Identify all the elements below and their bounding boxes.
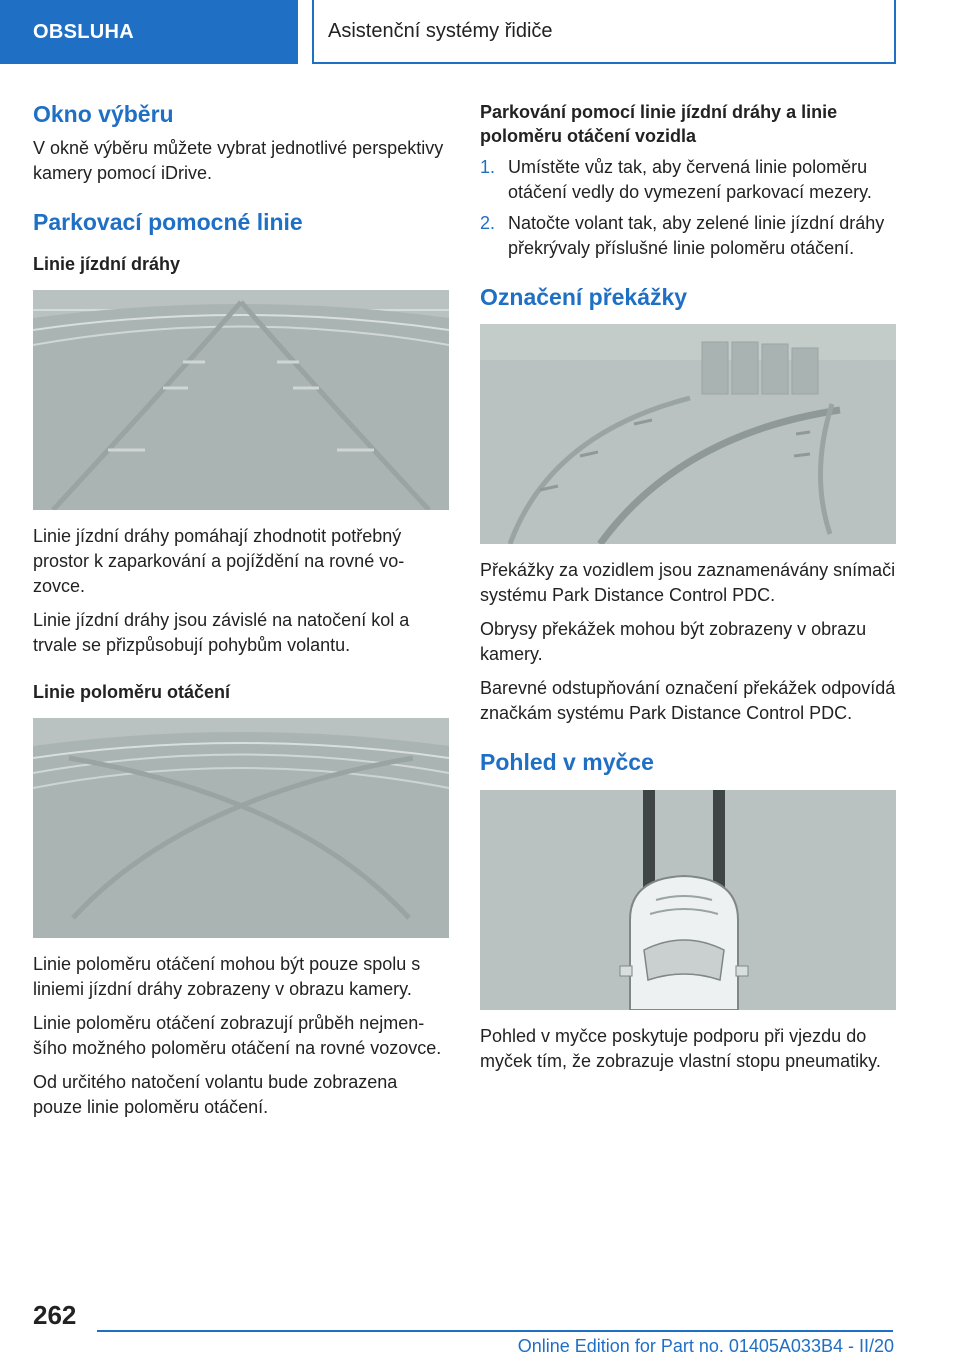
step-number: 1. [480,156,496,177]
paragraph-turn-3: Od určitého natočení volantu bude zobrazena pouze linie poloměru otáčení. [33,1072,398,1118]
footer-divider [97,1330,893,1332]
chapter-header [312,0,896,64]
heading-turn: Linie poloměru otáčení [33,682,231,703]
step-item [480,211,896,261]
right-column [480,100,896,1083]
heading-track: Linie jízdní dráhy [33,253,181,274]
chapter-title: Asistenční systémy řidiče [328,19,553,42]
paragraph-turn-1: Linie poloměru otáčení mohou být pouze spolu s liniemi jízdní dráhy zobrazeny v obrazu kamery. [33,954,421,1000]
paragraph-track-2: Linie jízdní dráhy jsou závislé na natočení kol a trvale se přizpůsobují pohybům volantu. [33,610,410,656]
heading-window: Okno výběru [33,101,174,127]
heading-wash: Pohled v myčce [480,749,654,776]
turning-radius-figure [33,718,449,938]
paragraph-track-1: Linie jízdní dráhy pomáhají zhodnotit potřebný prostor k zaparkování a pojíždění na rovné vozovce. [33,526,405,597]
paragraph-turn-2: Linie poloměru otáčení zobrazují průběh nejmenšího možného poloměru otáčení na rovné vozovce. [33,1013,442,1059]
page-number: 262 [33,1300,77,1330]
car-icon [620,876,748,1010]
left-column [33,100,449,1129]
heading-park: Parkování pomocí linie jízdní dráhy a linie poloměru otáčení vozidla [480,102,838,147]
heading-lines: Parkovací pomocné linie [33,208,303,235]
section-tab [0,0,298,64]
section-title: OBSLUHA [33,20,134,43]
heading-obstacle: Označení překážky [480,283,688,310]
car-wash-figure [480,790,896,1010]
footer-edition: Online Edition for Part no. 01405A033B4 - II/20 [517,1336,894,1356]
step-number: 2. [480,212,496,233]
paragraph-obstacle-2: Obrysy překážek mohou být zobrazeny v obrazu kamery. [480,619,867,665]
paragraph-wash: Pohled v myčce poskytuje podporu při vjezdu do myček tím, že zobrazuje vlastní stopu pneumatiky. [480,1026,881,1072]
track-lines-figure [33,290,449,510]
paragraph-obstacle-3: Barevné odstupňování označení překážek odpovídá značkám systému Park Distance Control PDC. [480,678,896,724]
step-text: Natočte volant tak, aby zelené linie jízdní dráhy překrývaly příslušné linie poloměru otáčení. [508,212,885,258]
step-text: Umístěte vůz tak, aby červená linie poloměru otáčení vedly do vymezení parkovací mezery. [508,156,872,202]
step-item [480,155,896,205]
paragraph-obstacle-1: Překážky za vozidlem jsou zaznamenávány snímači systému Park Distance Control PDC. [480,560,896,606]
obstacle-marking-figure [480,324,896,544]
paragraph-window: V okně výběru můžete vybrat jednotlivé perspektivy kamery pomocí iDrive. [33,137,444,183]
steps-list [480,155,896,261]
